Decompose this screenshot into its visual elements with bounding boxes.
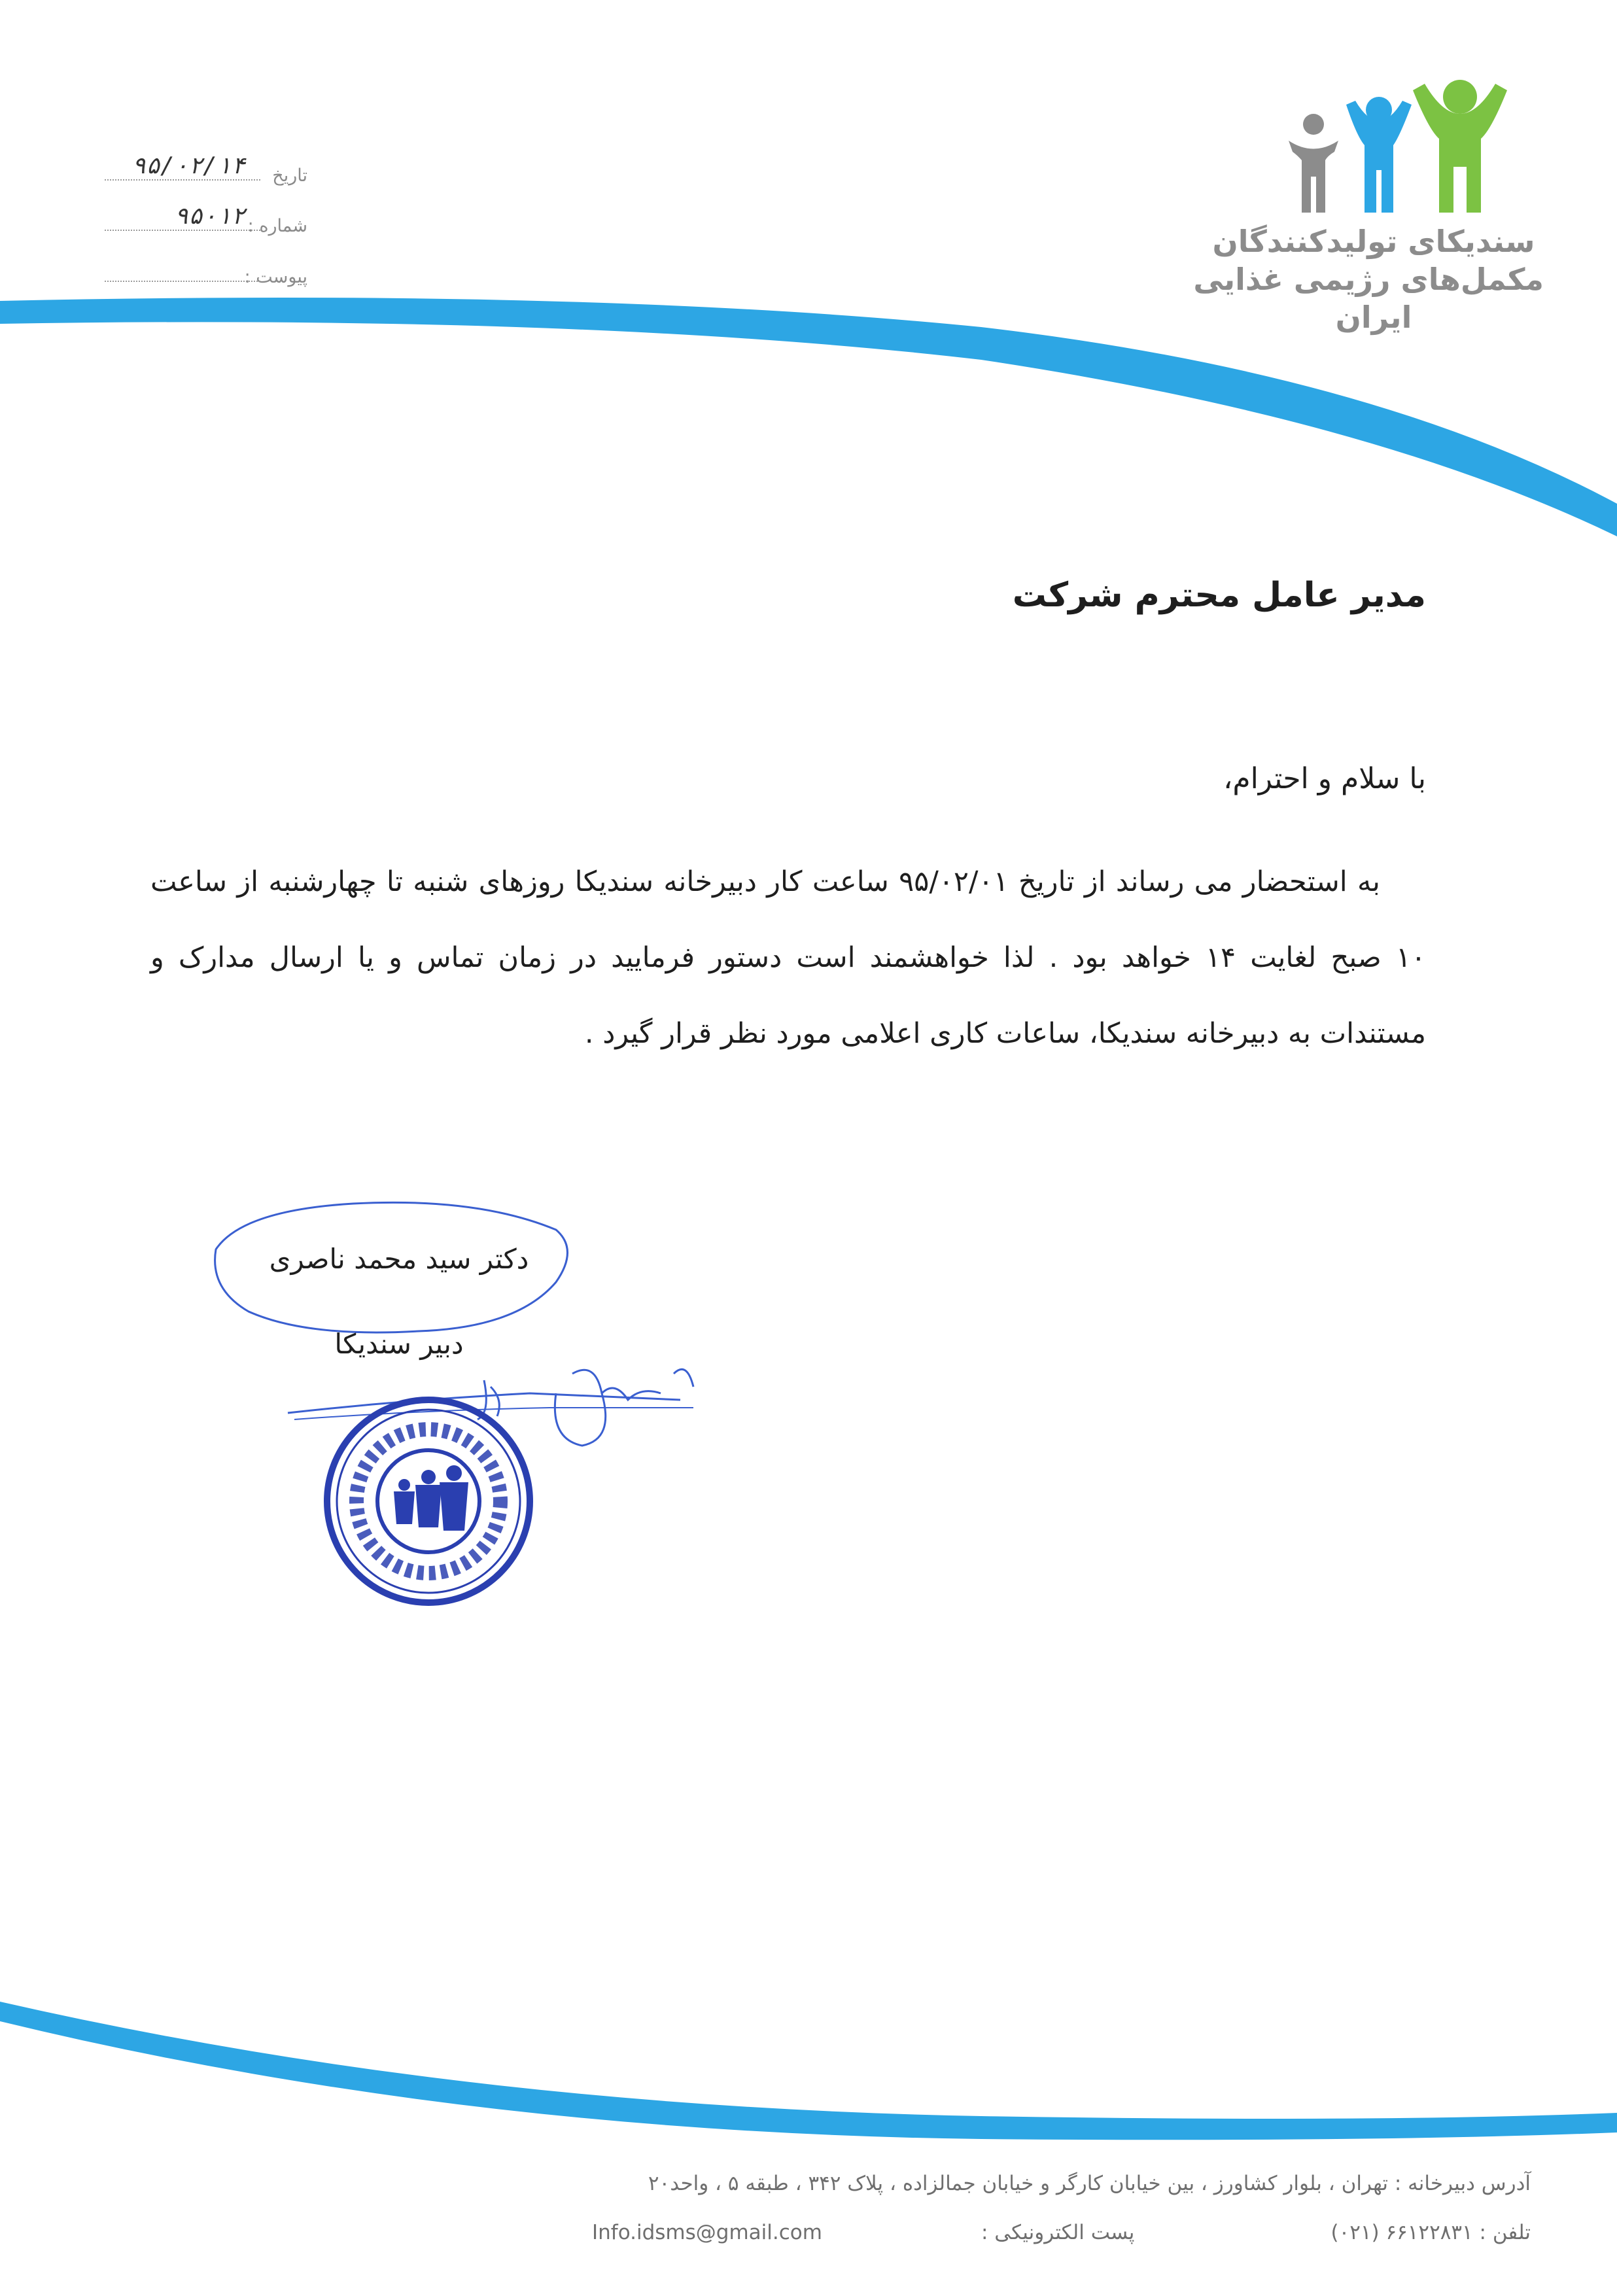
organization-name-line-3: ایران bbox=[1335, 300, 1412, 335]
syndicate-logo-icon bbox=[1282, 78, 1557, 222]
number-field bbox=[98, 200, 307, 239]
footer-contact-row bbox=[523, 2221, 1531, 2250]
footer-email-label: پست الکترونیکی : bbox=[981, 2221, 1135, 2244]
letter-body: به استحضار می رساند از تاریخ ۹۵/۰۲/۰۱ ساعت کار دبیرخانه سندیکا روزهای شنبه تا چهارشنبه از ساعت ۱۰ صبح لغایت ۱۴ خواهد بود . لذا خواهشمند است دستور فرمایید در زمان تماس و یا ارسال مدارک و مستندات به دبیرخانه سندیکا، ساعات کاری اعلامی مورد نظر قرار گیرد . bbox=[150, 865, 1427, 1050]
footer-swoosh-decoration bbox=[0, 2002, 1617, 2146]
number-value: ۹۵۰۱۲ bbox=[174, 203, 245, 230]
date-dotted-line bbox=[105, 179, 260, 181]
date-label: تاریخ bbox=[272, 165, 307, 186]
date-value: ۹۵/۰۲/۱۴ bbox=[131, 152, 245, 179]
attachment-dotted-line bbox=[105, 281, 260, 282]
signer-title: دبیر سندیکا bbox=[334, 1328, 464, 1360]
number-label: شماره : bbox=[247, 216, 307, 236]
header-swoosh-decoration bbox=[0, 288, 1617, 536]
footer-email-link[interactable]: Info.idsms@gmail.com bbox=[592, 2221, 822, 2244]
organization-name-line-2: مکمل‌های رژیمی غذایی bbox=[1193, 262, 1544, 297]
signer-name: دکتر سید محمد ناصری bbox=[269, 1243, 529, 1275]
official-seal-stamp bbox=[321, 1393, 536, 1609]
footer-address: آدرس دبیرخانه : تهران ، بلوار کشاورز ، بین خیابان کارگر و خیابان جمالزاده ، پلاک ۳۴۲ ، طبقه ۵ ، واحد۲۰ bbox=[648, 2172, 1531, 2195]
attachment-label: پیوست : bbox=[244, 267, 307, 287]
footer-phone: تلفن : ۶۶۱۲۲۸۳۱ (۰۲۱) bbox=[1330, 2221, 1531, 2244]
date-field bbox=[98, 149, 307, 188]
recipient-heading: مدیر عامل محترم شرکت bbox=[1012, 576, 1426, 615]
greeting-line: با سلام و احترام، bbox=[1223, 762, 1426, 795]
number-dotted-line bbox=[105, 230, 260, 231]
organization-name-line-1: سندیکای تولیدکنندگان bbox=[1212, 224, 1535, 259]
attachment-field bbox=[98, 251, 307, 290]
